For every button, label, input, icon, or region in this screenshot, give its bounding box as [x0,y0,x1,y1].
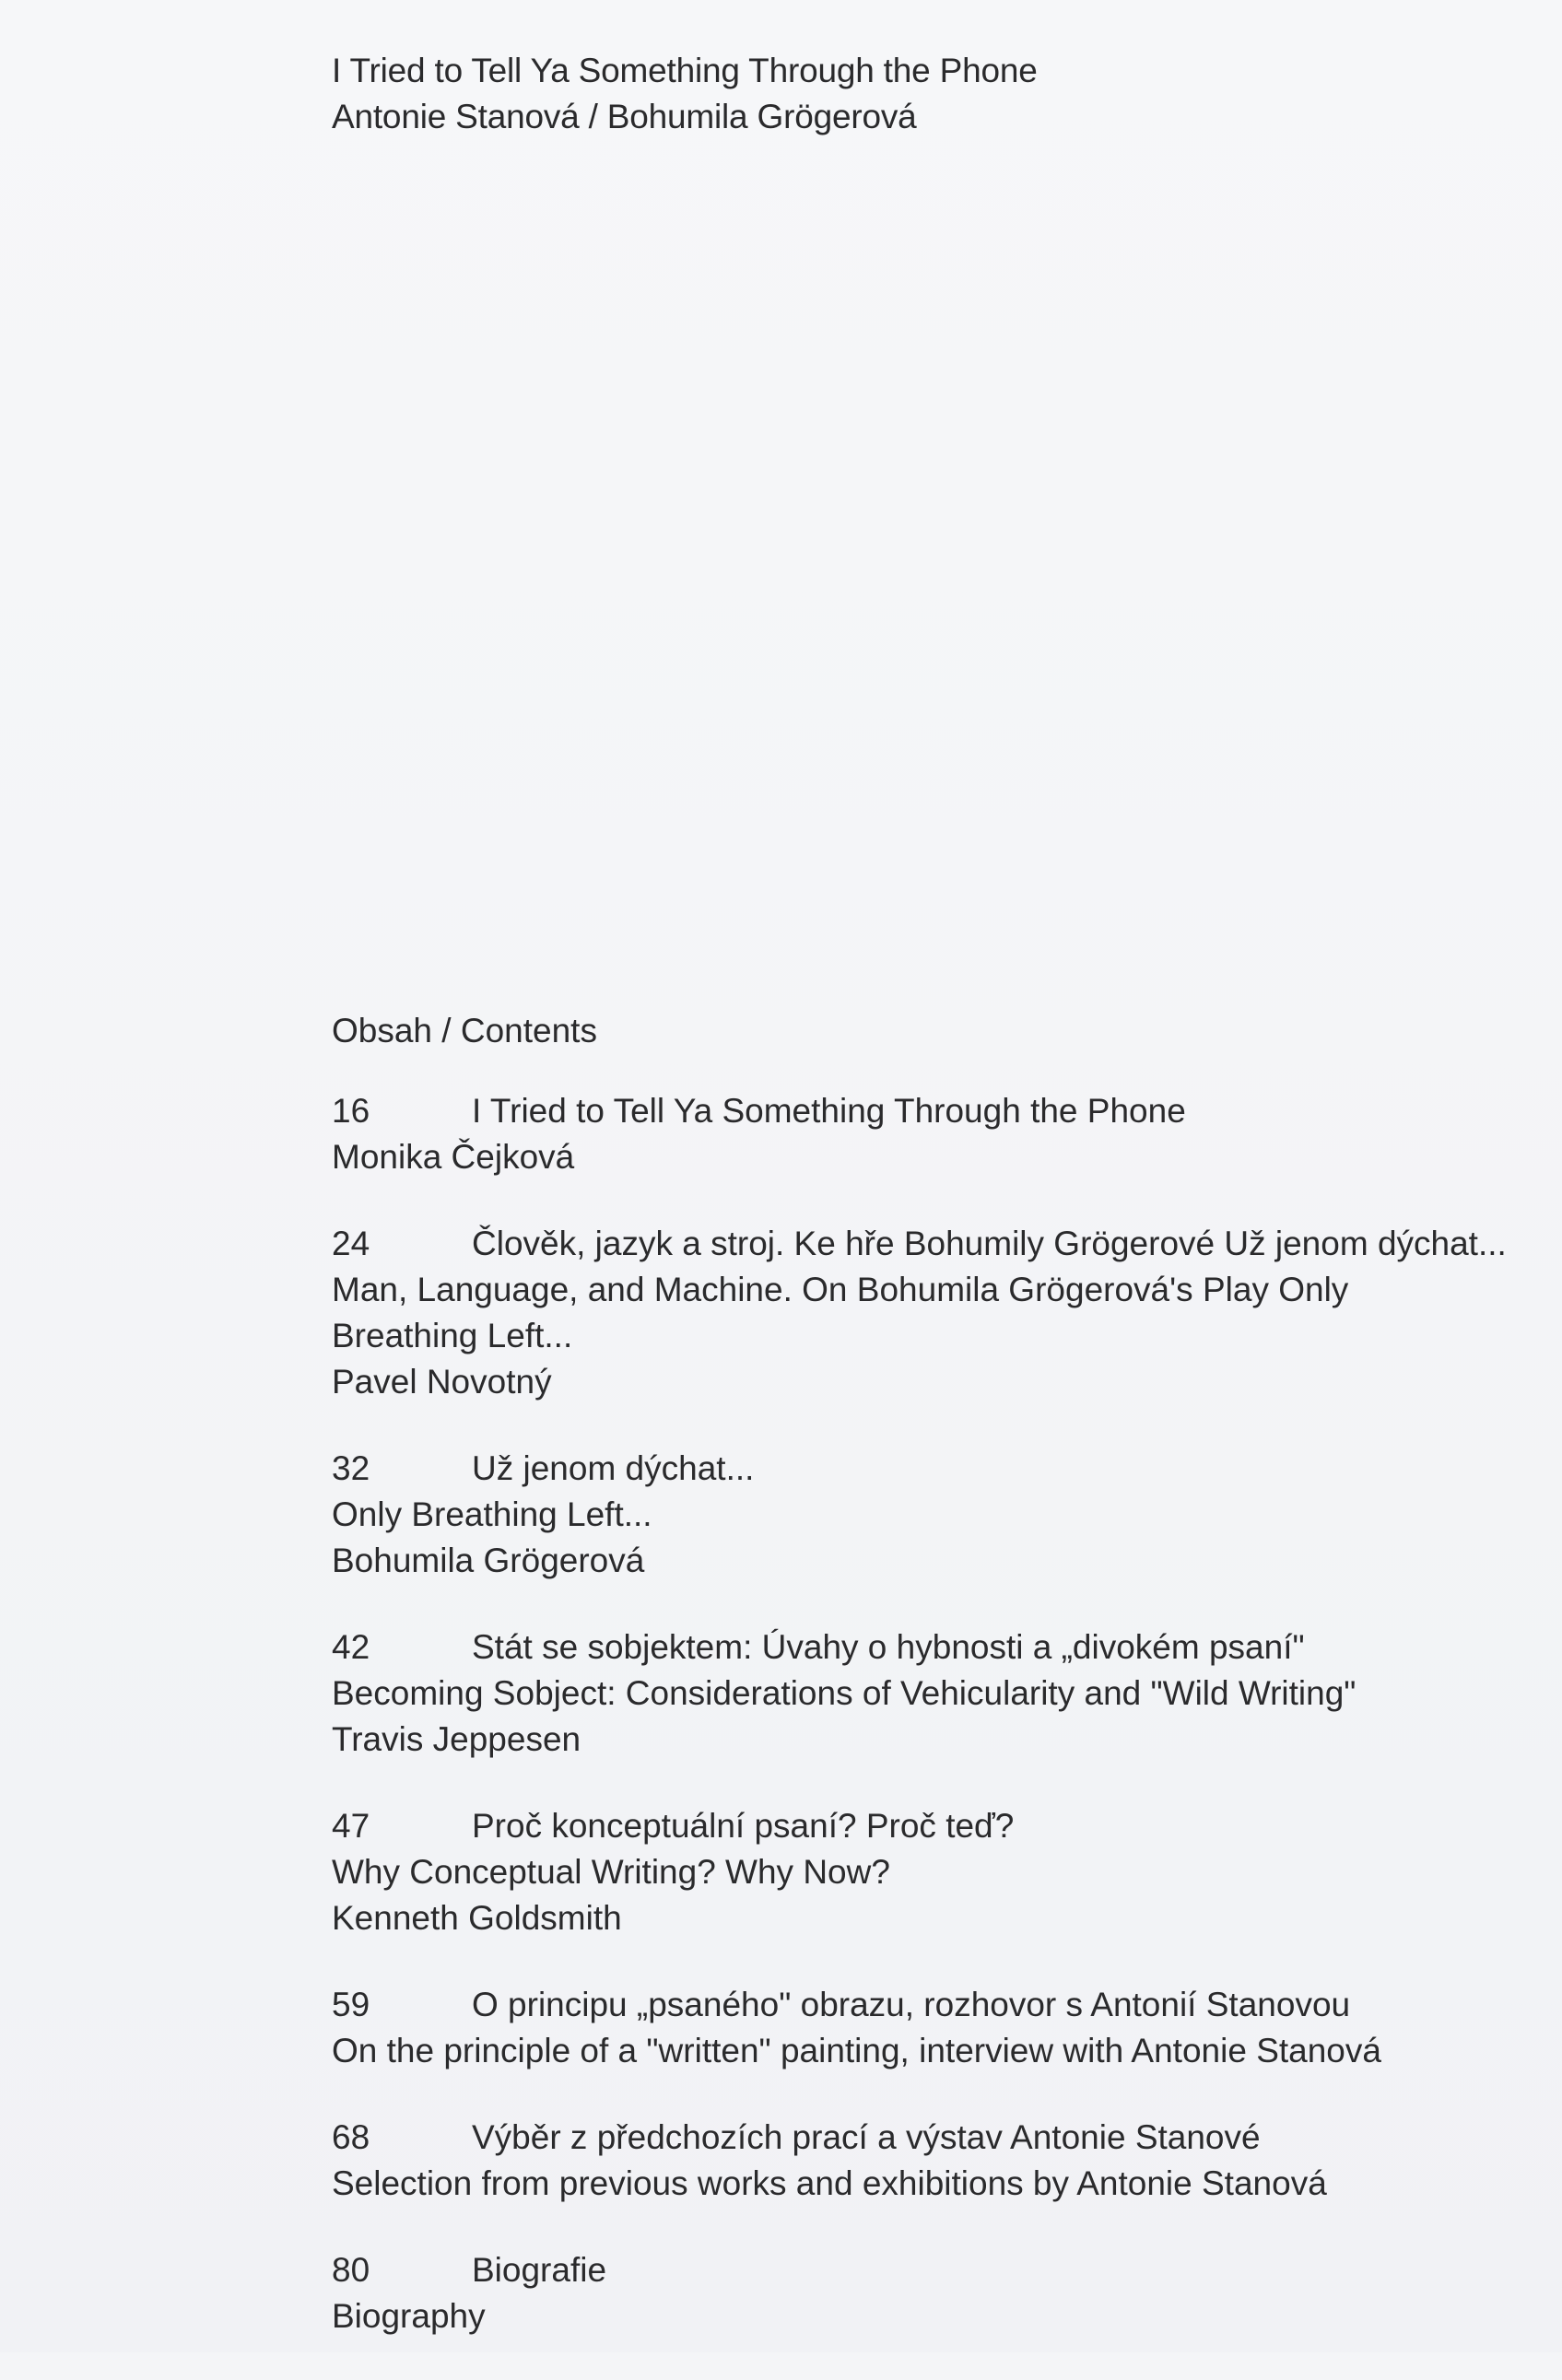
toc-entry [332,1446,1511,1584]
toc-czech-title: Biografie [472,2251,607,2289]
toc-page-number: 24 [332,1225,370,1262]
toc-entry [332,1221,1511,1405]
toc-czech-title: Člověk, jazyk a stroj. Ke hře Bohumily Grögerové Už jenom dýchat... [472,1225,1507,1262]
toc-page-number: 47 [332,1807,370,1845]
contents-heading: Obsah / Contents [332,1012,597,1049]
toc-english-title: Only Breathing Left... [332,1495,652,1533]
toc-entry [332,1088,1511,1180]
toc-author: Bohumila Grögerová [332,1542,645,1579]
toc-english-title: On the principle of a "written" painting, interview with Antonie Stanová [332,2032,1381,2069]
toc-entry [332,2115,1511,2207]
toc-czech-title: Výběr z předchozích prací a výstav Antonie Stanové [472,2118,1261,2156]
book-authors: Antonie Stanová / Bohumila Grögerová [332,98,917,135]
toc-page-number: 68 [332,2118,370,2156]
toc-english-title: Selection from previous works and exhibitions by Antonie Stanová [332,2164,1327,2202]
toc-author: Kenneth Goldsmith [332,1899,622,1937]
toc-entry [332,1624,1511,1763]
table-of-contents [332,1008,1511,2380]
toc-english-title: Becoming Sobject: Considerations of Vehicularity and "Wild Writing" [332,1674,1356,1712]
toc-page-number: 59 [332,1986,370,2023]
toc-entry [332,1982,1511,2074]
toc-entry [332,2247,1511,2339]
book-title: I Tried to Tell Ya Something Through the Phone [332,52,1038,89]
toc-english-title: Man, Language, and Machine. On Bohumila Grögerová's Play Only Breathing Left... [332,1271,1349,1354]
toc-english-title: Why Conceptual Writing? Why Now? [332,1853,890,1891]
toc-title: I Tried to Tell Ya Something Through the Phone [472,1092,1186,1130]
toc-page-number: 32 [332,1449,370,1487]
toc-author: Travis Jeppesen [332,1720,581,1758]
toc-czech-title: Proč konceptuální psaní? Proč teď? [472,1807,1015,1845]
page-header [332,48,1438,140]
toc-czech-title: Stát se sobjektem: Úvahy o hybnosti a „divokém psaní" [472,1628,1305,1666]
toc-czech-title: O principu „psaného" obrazu, rozhovor s Antonií Stanovou [472,1986,1351,2023]
toc-author: Pavel Novotný [332,1363,552,1401]
toc-page-number: 16 [332,1092,370,1130]
toc-english-title: Biography [332,2297,486,2335]
toc-page-number: 42 [332,1628,370,1666]
toc-author: Monika Čejková [332,1138,575,1176]
toc-entry [332,1803,1511,1941]
toc-page-number: 80 [332,2251,370,2289]
toc-czech-title: Už jenom dýchat... [472,1449,755,1487]
